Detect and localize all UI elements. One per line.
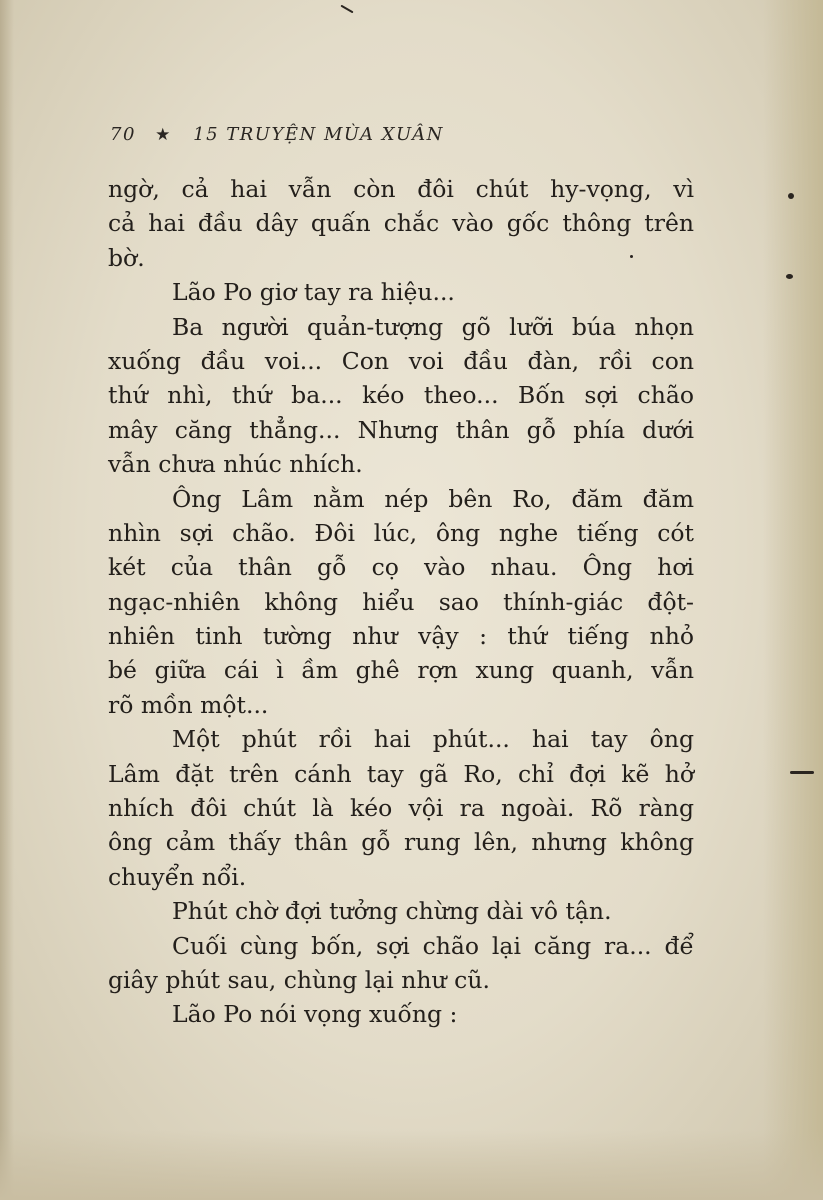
text-line: ngạc-nhiên không hiểu sao thính-giác đột- — [108, 587, 694, 616]
text-line: mây căng thẳng... Nhưng thân gỗ phía dưới — [108, 415, 694, 444]
ink-spot — [786, 274, 793, 279]
text-line: nhích đôi chút là kéo vội ra ngoài. Rõ ràng — [108, 794, 694, 823]
page-edge-bottom — [0, 1130, 823, 1200]
page-number: 70 — [110, 124, 136, 145]
text-line: vẫn chưa nhúc nhích. — [108, 450, 363, 479]
ink-spot — [790, 771, 814, 774]
text-line: cả hai đầu dây quấn chắc vào gốc thông trên — [108, 209, 694, 238]
text-line: Lão Po giơ tay ra hiệu... — [172, 278, 455, 307]
page-edge-right — [763, 0, 823, 1200]
page-edge-left — [0, 0, 14, 1200]
text-line: nhìn sợi chão. Đôi lúc, ông nghe tiếng cót — [108, 518, 694, 547]
text-line: thứ nhì, thứ ba... kéo theo... Bốn sợi chão — [108, 381, 694, 410]
text-line: giây phút sau, chùng lại như cũ. — [108, 965, 490, 994]
text-line: két của thân gỗ cọ vào nhau. Ông hơi — [108, 553, 694, 582]
star-ornament: ★ — [155, 125, 172, 145]
text-line: Lão Po nói vọng xuống : — [172, 1000, 458, 1029]
text-line: Ông Lâm nằm nép bên Ro, đăm đăm — [172, 484, 694, 513]
text-line: ông cảm thấy thân gỗ rung lên, nhưng không — [108, 828, 694, 857]
text-line: Một phút rồi hai phút... hai tay ông — [172, 725, 694, 754]
text-line: Cuối cùng bốn, sợi chão lại căng ra... để — [172, 931, 694, 960]
body-text — [108, 172, 694, 1032]
text-line: xuống đầu voi... Con voi đầu đàn, rồi con — [108, 346, 694, 375]
ink-spot — [788, 193, 794, 199]
running-header — [110, 124, 444, 145]
text-line: chuyển nổi. — [108, 862, 247, 891]
text-line: bé giữa cái ì ầm ghê rợn xung quanh, vẫn — [108, 656, 694, 685]
book-title: 15 TRUYỆN MÙA XUÂN — [193, 124, 444, 145]
text-line: ngờ, cả hai vẫn còn đôi chút hy-vọng, vì — [108, 175, 694, 203]
text-line: bờ. — [108, 243, 145, 272]
text-line: Phút chờ đợi tưởng chừng dài vô tận. — [172, 897, 612, 926]
text-line: rõ mồn một... — [108, 690, 269, 719]
ink-spot — [340, 5, 353, 14]
text-line: Ba người quản-tượng gõ lưỡi búa nhọn — [172, 312, 694, 341]
text-line: nhiên tinh tường như vậy : thứ tiếng nhỏ — [108, 622, 694, 651]
text-line: Lâm đặt trên cánh tay gã Ro, chỉ đợi kẽ hở — [108, 759, 694, 788]
